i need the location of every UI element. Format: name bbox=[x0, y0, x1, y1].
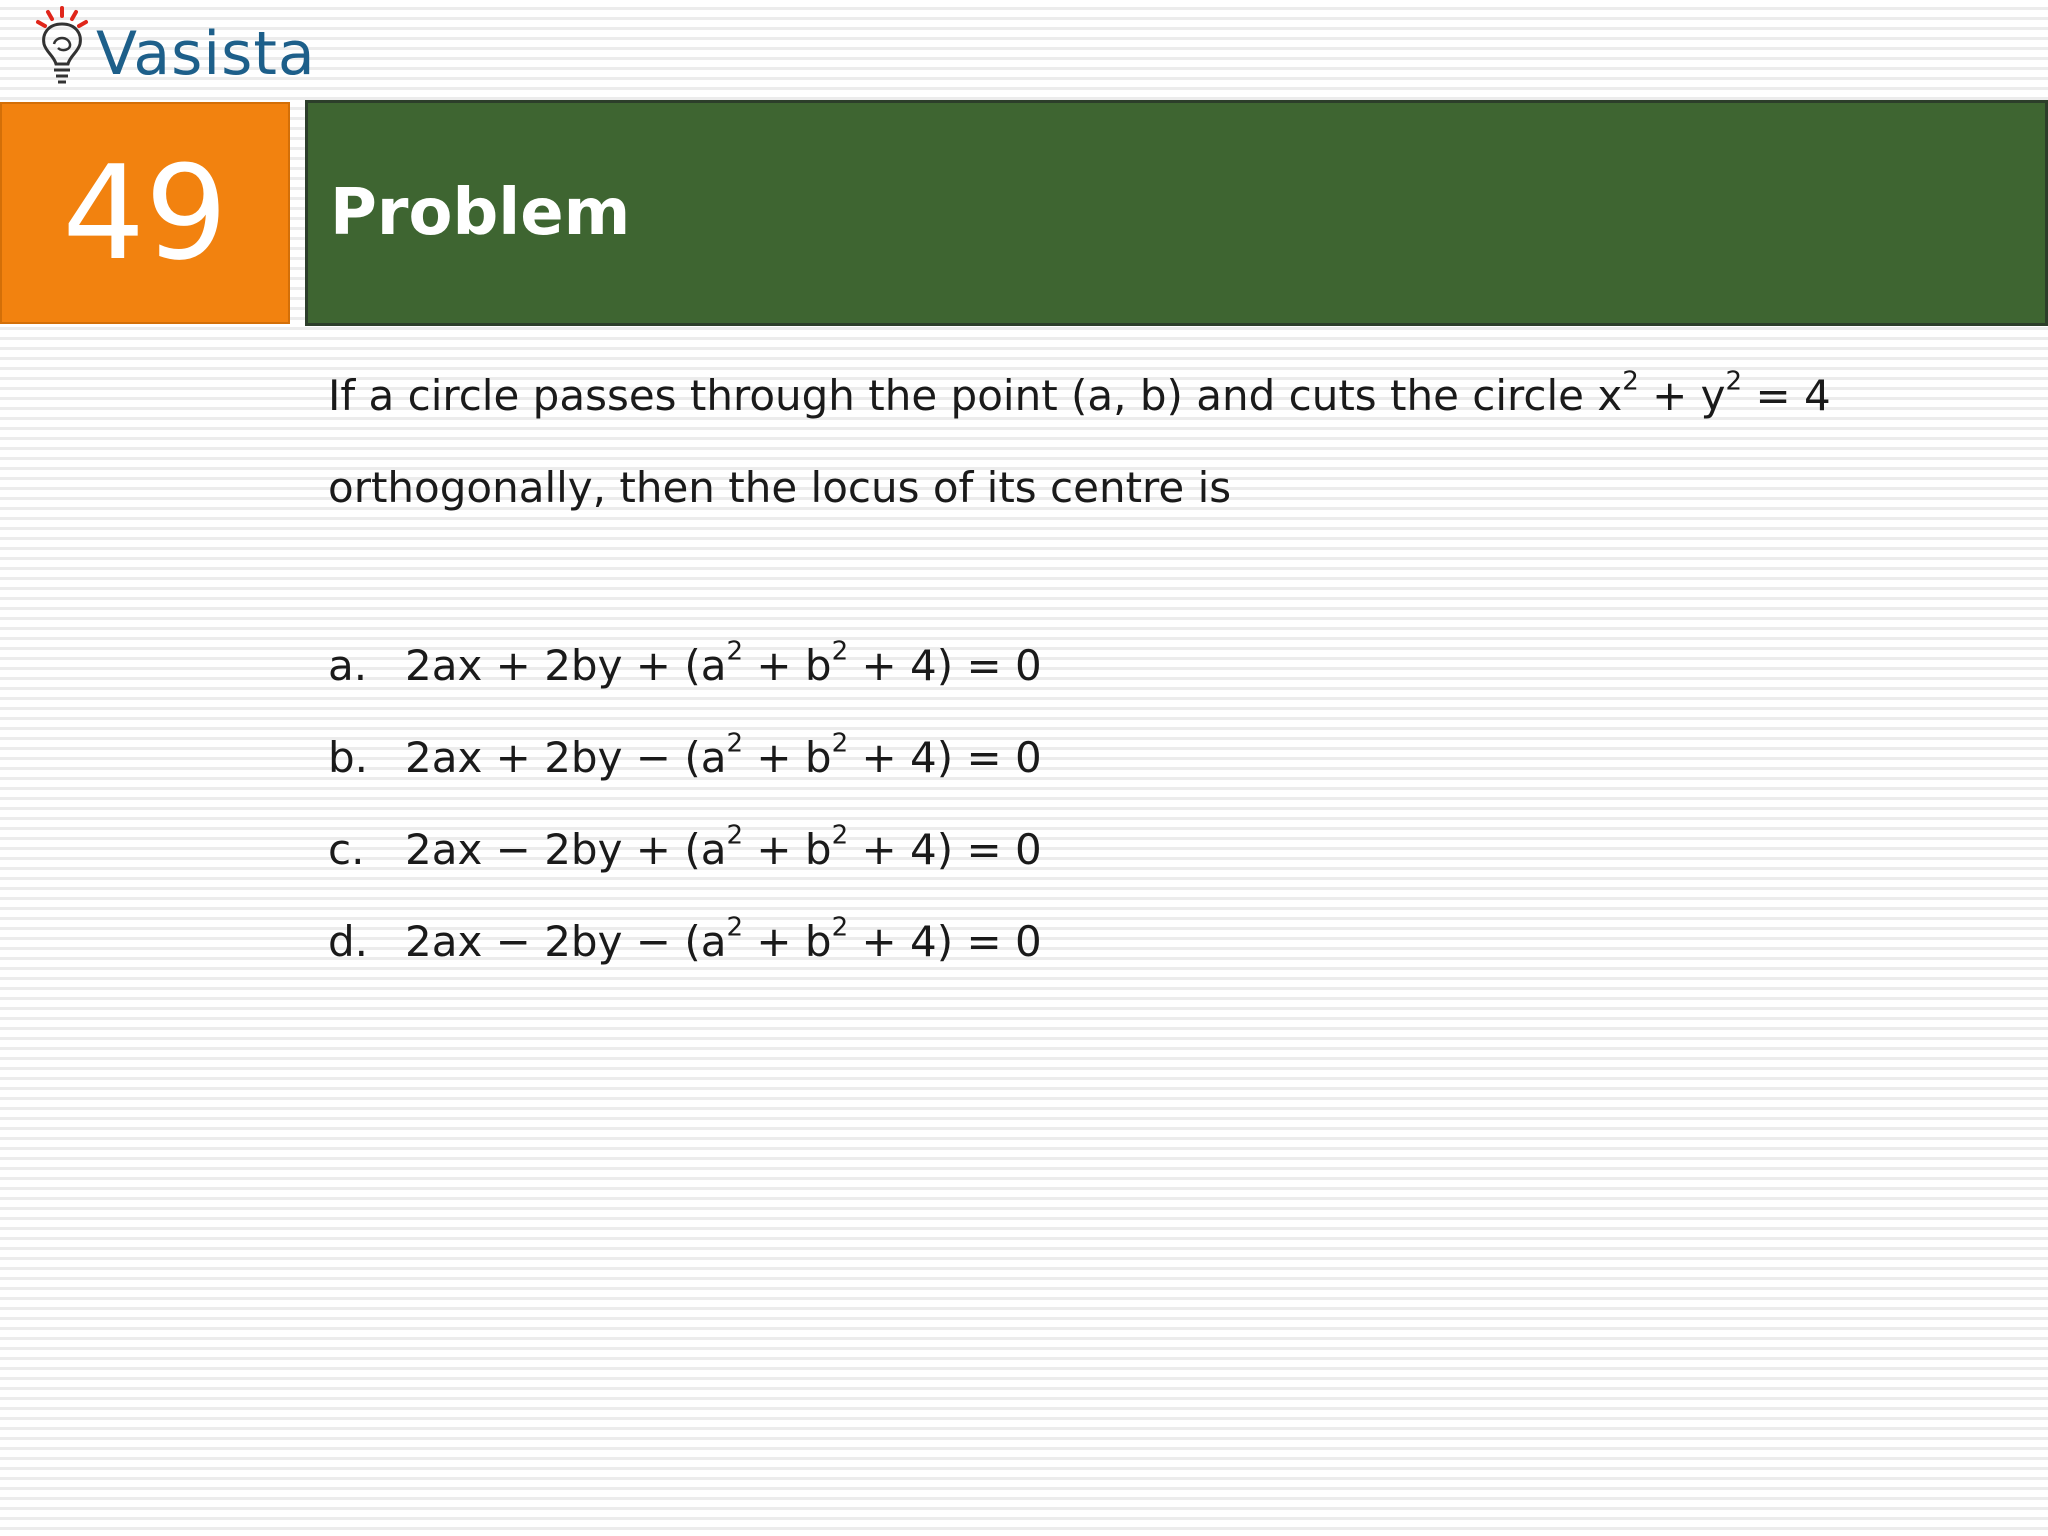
option-a bbox=[328, 619, 1042, 711]
option-label: c. bbox=[328, 824, 365, 874]
option-text-part: 2ax − 2by + (a bbox=[405, 824, 727, 874]
option-label: a. bbox=[328, 640, 368, 690]
option-text-part: 2ax − 2by − (a bbox=[405, 916, 727, 966]
superscript: 2 bbox=[831, 912, 849, 943]
question-text-part: + y bbox=[1638, 371, 1726, 420]
slide-number: 49 bbox=[62, 137, 228, 289]
superscript: 2 bbox=[726, 636, 744, 667]
option-text-part: + 4) = 0 bbox=[848, 824, 1042, 874]
option-label: d. bbox=[328, 916, 369, 966]
question-text-part: If a circle passes through the point (a, b) and cuts the circle x bbox=[328, 371, 1623, 420]
superscript: 2 bbox=[831, 636, 849, 667]
slide-title: Problem bbox=[330, 176, 631, 250]
slide-number-box bbox=[0, 102, 290, 324]
vasista-logo bbox=[18, 2, 316, 98]
option-text-part: 2ax + 2by − (a bbox=[405, 732, 727, 782]
superscript: 2 bbox=[726, 728, 744, 759]
question-line-2: orthogonally, then the locus of its centre is bbox=[328, 463, 1232, 512]
option-text-part: + 4) = 0 bbox=[848, 916, 1042, 966]
option-text-part: + b bbox=[743, 824, 832, 874]
question-text-part: = 4 bbox=[1742, 371, 1831, 420]
superscript: 2 bbox=[726, 820, 744, 851]
title-bar bbox=[305, 100, 2048, 326]
option-text-part: + 4) = 0 bbox=[848, 640, 1042, 690]
option-text-part: + b bbox=[743, 732, 832, 782]
option-text-part: 2ax + 2by + (a bbox=[405, 640, 727, 690]
option-text-part: + 4) = 0 bbox=[848, 732, 1042, 782]
option-text bbox=[405, 820, 1042, 874]
option-text bbox=[405, 728, 1042, 782]
option-b bbox=[328, 711, 1042, 803]
superscript: 2 bbox=[831, 820, 849, 851]
superscript: 2 bbox=[1622, 366, 1639, 397]
option-text-part: + b bbox=[743, 640, 832, 690]
question-line-1 bbox=[328, 350, 1888, 442]
option-d bbox=[328, 895, 1042, 987]
option-text bbox=[405, 636, 1042, 690]
answer-options bbox=[328, 619, 1042, 987]
question-text bbox=[328, 350, 1888, 534]
superscript: 2 bbox=[831, 728, 849, 759]
logo-text: Vasista bbox=[96, 19, 316, 89]
superscript: 2 bbox=[726, 912, 744, 943]
option-c bbox=[328, 803, 1042, 895]
option-label: b. bbox=[328, 732, 369, 782]
superscript: 2 bbox=[1725, 366, 1743, 397]
option-text bbox=[405, 912, 1042, 966]
option-text-part: + b bbox=[743, 916, 832, 966]
